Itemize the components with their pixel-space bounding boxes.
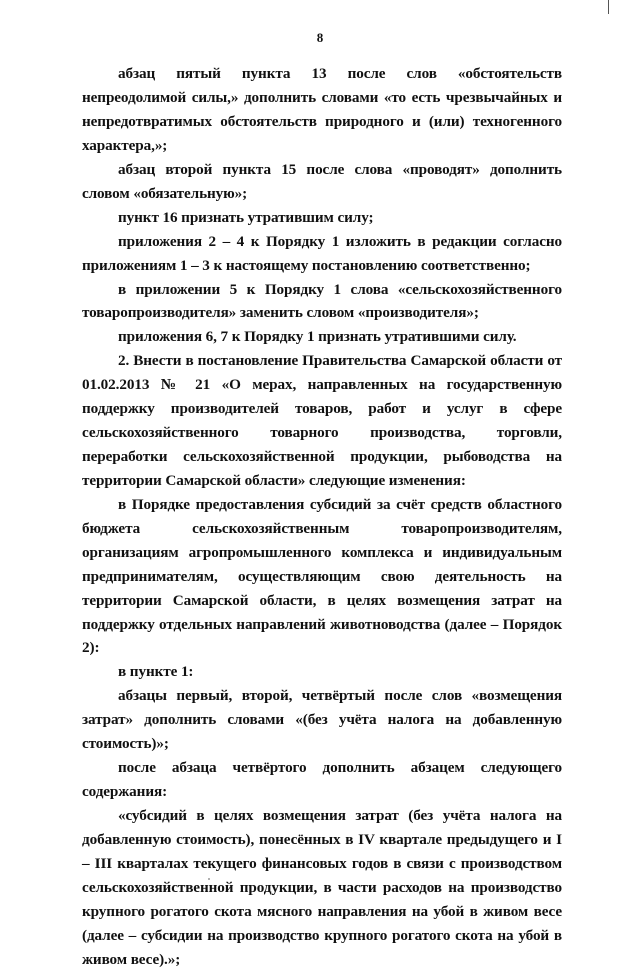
paragraph: в Порядке предоставления субсидий за счёт средств областного бюджета сельскохозяйственным товаропроизводителям, организациям агропромышленного комплекса и индивидуальным предпринимателям, осуществляющим свою деятельность на территории Самарской области, в целях возмещения затрат на поддержку отдельных направлений животноводства (далее – Порядок 2):: [82, 495, 562, 657]
document-body: [82, 62, 562, 971]
paragraph: «субсидий в целях возмещения затрат (без учёта налога на добавленную стоимость), понесённых в IV квартале предыдущего и I – III кварталах текущего финансовых годов в связи с производством сельскохозяйственной продукции, в части расходов на производство крупного рогатого скота мясного направления на убой в живом весе (далее – субсидии на производство крупного рогатого скота на убой в живом весе).»;: [82, 807, 562, 968]
paragraph: 2. Внести в постановление Правительства Самарской области от 01.02.2013 № 21 «О мерах, направленных на государственную поддержку производителей товаров, работ и услуг в сфере сельскохозяйственного товарного производства, торговли, переработки сельскохозяйственной продукции, рыбоводства на территории Самарской области» следующие изменения:: [82, 352, 562, 489]
paragraph: абзацы первый, второй, четвёртый после слов «возмещения затрат» дополнить словами «(без учёта налога на добавленную стоимость)»;: [82, 687, 562, 753]
paragraph: пункт 16 признать утратившим силу;: [118, 208, 374, 226]
page-number: 8: [316, 30, 324, 45]
paragraph: абзац пятый пункта 13 после слов «обстоятельств непреодолимой силы,» дополнить словами «то есть чрезвычайных и непредотвратимых обстоятельств природного и (или) техногенного характера,»;: [82, 65, 562, 154]
paragraph: после абзаца четвёртого дополнить абзацем следующего содержания:: [82, 759, 562, 801]
scan-edge-mark: [608, 0, 609, 14]
paragraph: в пункте 1:: [118, 663, 194, 681]
paragraph: приложения 6, 7 к Порядку 1 признать утратившими силу.: [118, 328, 517, 346]
paragraph: в приложении 5 к Порядку 1 слова «сельскохозяйственного товаропроизводителя» заменить словом «производителя»;: [82, 280, 562, 322]
paragraph: абзац второй пункта 15 после слова «проводят» дополнить словом «обязательную»;: [82, 160, 562, 202]
paragraph: приложения 2 – 4 к Порядку 1 изложить в редакции согласно приложениям 1 – 3 к настоящему постановлению соответственно;: [82, 232, 562, 274]
